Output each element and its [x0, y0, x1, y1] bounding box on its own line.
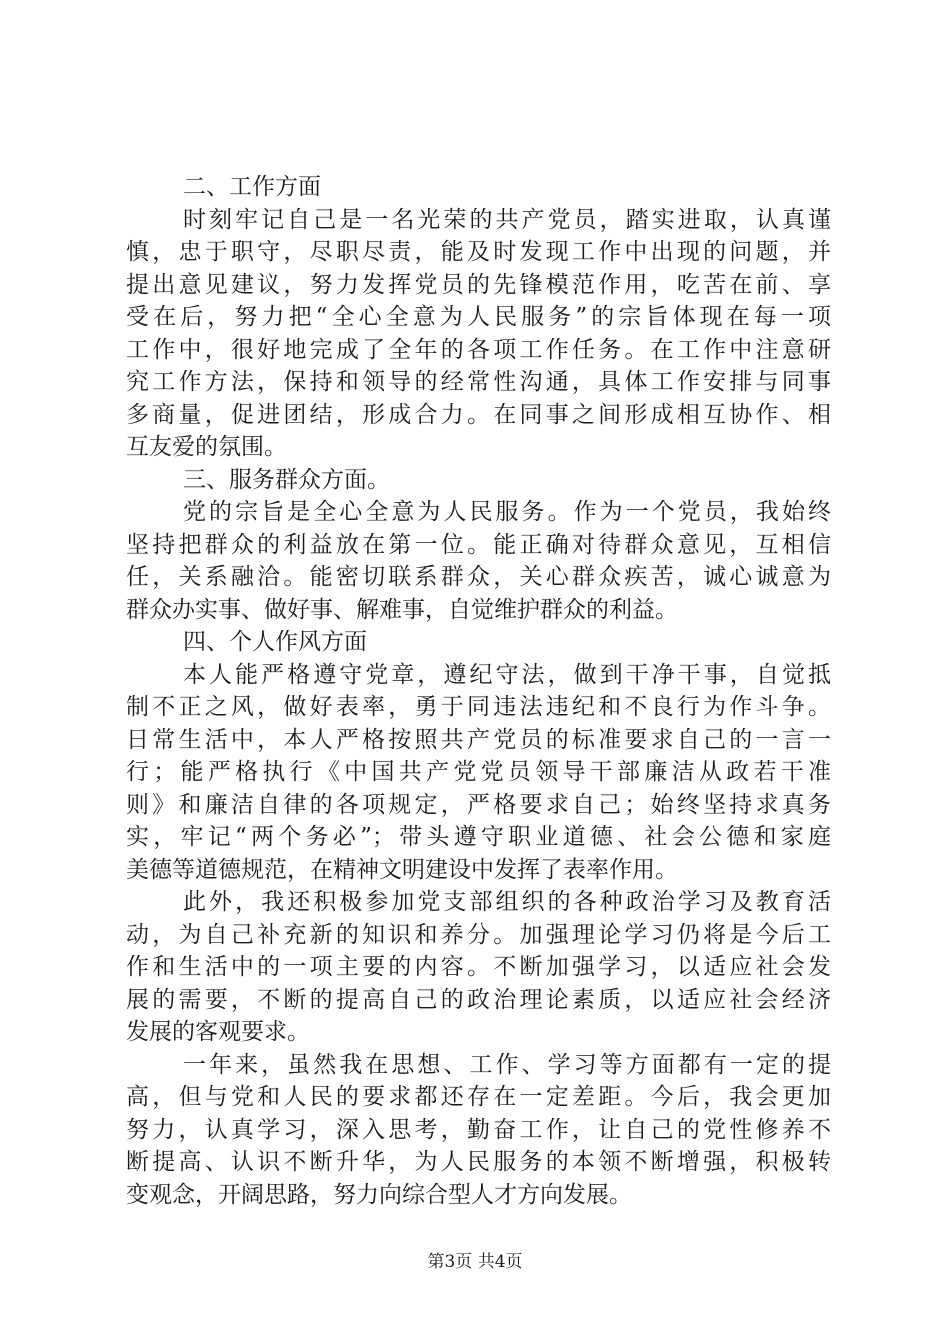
- text-line: 变观念，开阔思路，努力向综合型人才方向发展。: [126, 1181, 632, 1208]
- text-line: 多商量，促进团结，形成合力。在同事之间形成相互协作、相: [126, 401, 831, 428]
- text-line: 提出意见建议，努力发挥党员的先锋模范作用，吃苦在前、享: [126, 271, 831, 298]
- text-line: 互友爱的氛围。: [126, 434, 287, 460]
- text-line: 三、服务群众方面。: [183, 466, 390, 493]
- text-line: 工作中，很好地完成了全年的各项工作任务。在工作中注意研: [126, 336, 831, 363]
- text-line: 坚持把群众的利益放在第一位。能正确对待群众意见，互相信: [126, 531, 831, 558]
- text-line: 日常生活中，本人严格按照共产党员的标准要求自己的一言一: [126, 726, 831, 753]
- text-line: 四、个人作风方面: [183, 629, 367, 655]
- text-line: 作和生活中的一项主要的内容。不断加强学习，以适应社会发: [126, 954, 831, 980]
- text-line: 受在后，努力把“全心全意为人民服务”的宗旨体现在每一项: [126, 304, 831, 330]
- text-line: 实，牢记“两个务必”；带头遵守职业道德、社会公德和家庭: [126, 824, 831, 850]
- text-line: 展的需要，不断的提高自己的政治理论素质，以适应社会经济: [126, 986, 831, 1013]
- text-line: 制不正之风，做好表率，勇于同违法违纪和不良行为作斗争。: [126, 694, 831, 720]
- text-line: 时刻牢记自己是一名光荣的共产党员，踏实进取，认真谨: [183, 206, 831, 233]
- text-line: 本人能严格遵守党章，遵纪守法，做到干净干事，自觉抵: [183, 661, 831, 688]
- text-line: 党的宗旨是全心全意为人民服务。作为一个党员，我始终: [183, 499, 831, 525]
- text-line: 此外，我还积极参加党支部组织的各种政治学习及教育活: [183, 889, 831, 915]
- text-line: 努力，认真学习，深入思考，勤奋工作，让自己的党性修养不: [126, 1116, 831, 1143]
- page-number-label: 第3页 共4页: [427, 1252, 523, 1272]
- document-body: [126, 171, 831, 1211]
- text-line: 任，关系融洽。能密切联系群众，关心群众疾苦，诚心诚意为: [126, 564, 831, 590]
- text-line: 高，但与党和人民的要求都还存在一定差距。今后，我会更加: [126, 1084, 831, 1110]
- text-line: 美德等道德规范，在精神文明建设中发挥了表率作用。: [126, 856, 678, 883]
- page-footer: [0, 1251, 950, 1273]
- text-line: 二、工作方面: [183, 174, 321, 200]
- text-line: 慎，忠于职守，尽职尽责，能及时发现工作中出现的问题，并: [126, 239, 831, 265]
- text-line: 行；能严格执行《中国共产党党员领导干部廉洁从政若干准: [126, 759, 831, 785]
- text-line: 一年来，虽然我在思想、工作、学习等方面都有一定的提: [183, 1051, 831, 1078]
- text-line: 则》和廉洁自律的各项规定，严格要求自己；始终坚持求真务: [126, 791, 831, 818]
- text-line: 发展的客观要求。: [126, 1019, 310, 1045]
- text-line: 群众办实事、做好事、解难事，自觉维护群众的利益。: [126, 596, 678, 623]
- text-line: 断提高、认识不断升华，为人民服务的本领不断增强，积极转: [126, 1149, 831, 1175]
- text-line: 动，为自己补充新的知识和养分。加强理论学习仍将是今后工: [126, 921, 831, 948]
- text-line: 究工作方法，保持和领导的经常性沟通，具体工作安排与同事: [126, 369, 831, 395]
